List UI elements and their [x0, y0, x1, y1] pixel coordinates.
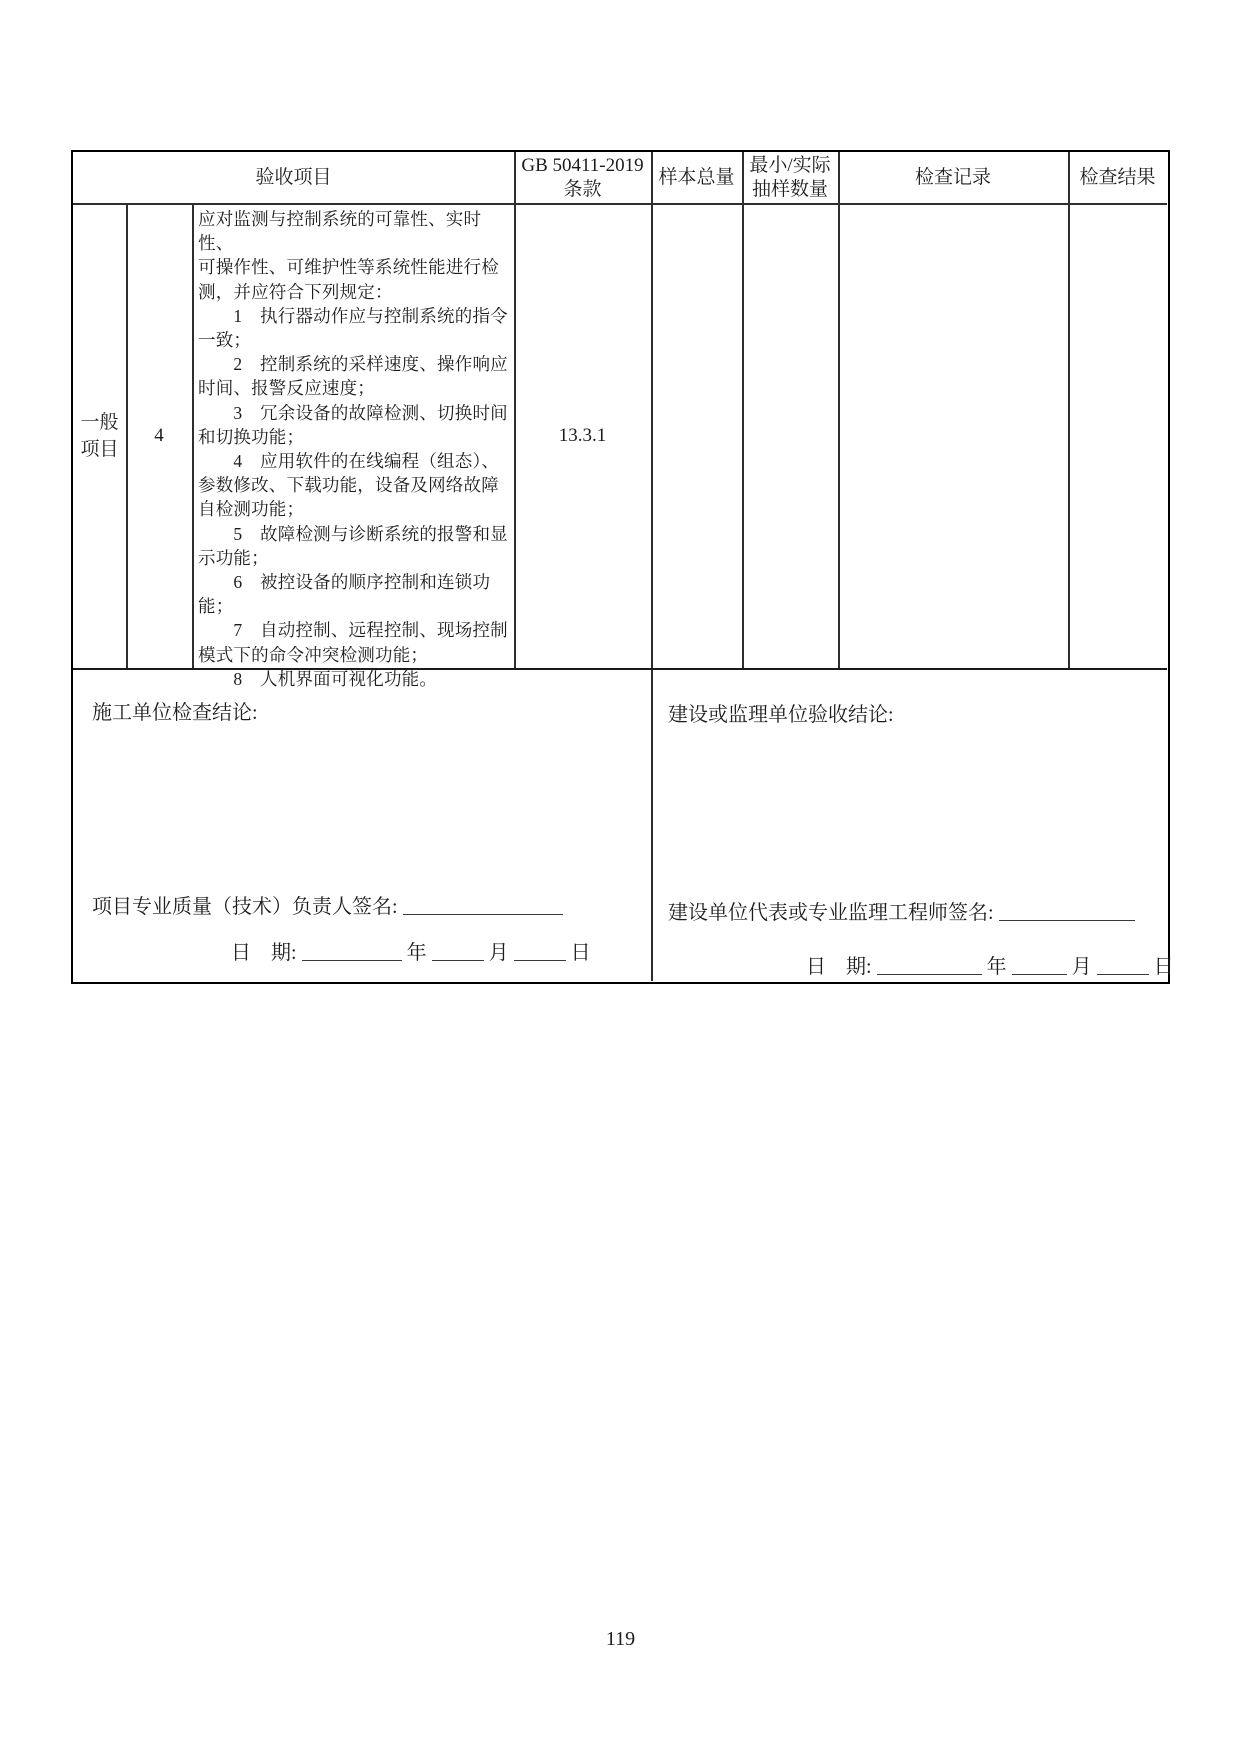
- supervision-signature-line: [999, 905, 1135, 921]
- requirement-line: 和切换功能；: [198, 426, 305, 447]
- construction-unit-conclusion-cell: [73, 668, 651, 981]
- header-sample-total: [651, 152, 742, 203]
- supervision-date-day-blank: [1097, 959, 1149, 975]
- requirement-line: 2 控制系统的采样速度、操作响应: [198, 354, 508, 375]
- header-inspection-item: [73, 152, 514, 203]
- supervision-date-day-label: 日: [1153, 956, 1174, 978]
- supervision-date-month-blank: [1012, 959, 1067, 975]
- header-min-actual-line2: 抽样数量: [751, 178, 828, 200]
- requirement-line: 可操作性、可维护性等系统性能进行检: [198, 257, 499, 278]
- header-min-actual-line1: 最小/实际: [749, 154, 831, 176]
- construction-date-day-label: 日: [570, 942, 591, 964]
- check-record-cell: [838, 203, 1068, 668]
- construction-date-label: 日 期:: [231, 942, 297, 964]
- supervision-date-label: 日 期:: [806, 956, 872, 978]
- header-check-record-label: 检查记录: [914, 166, 991, 188]
- requirement-line: 时间、报警反应速度；: [198, 378, 375, 399]
- supervision-date-row: [806, 950, 1174, 979]
- requirement-line: 1 执行器动作应与控制系统的指令: [198, 305, 508, 326]
- requirement-text-cell: [194, 203, 514, 689]
- construction-date-row: [231, 936, 591, 965]
- item-number-cell: [126, 203, 192, 668]
- requirement-line: 3 冗余设备的故障检测、切换时间: [198, 402, 508, 423]
- requirement-line: 7 自动控制、远程控制、现场控制: [198, 620, 508, 641]
- supervision-unit-conclusion-cell: [651, 668, 1174, 981]
- page-number: 119: [605, 1628, 636, 1650]
- header-clause-line2: 条款: [563, 178, 602, 200]
- header-min-actual: [742, 152, 838, 203]
- header-check-result: [1068, 152, 1167, 203]
- requirement-line: 8 人机界面可视化功能。: [198, 668, 438, 689]
- check-result-cell: [1068, 203, 1167, 668]
- supervision-date-year-blank: [877, 959, 982, 975]
- supervision-signature-row: [668, 896, 1135, 925]
- requirement-line: 应对监测与控制系统的可靠性、实时性、: [198, 209, 482, 254]
- requirement-line: 能；: [198, 596, 234, 617]
- supervision-signature-label: 建设单位代表或专业监理工程师签名:: [668, 902, 994, 924]
- requirement-line: 6 被控设备的顺序控制和连锁功: [198, 572, 491, 593]
- requirement-line: 4 应用软件的在线编程（组态）、: [198, 451, 500, 472]
- supervision-date-month-label: 月: [1071, 956, 1092, 978]
- construction-date-month-label: 月: [488, 942, 509, 964]
- requirement-line: 5 故障检测与诊断系统的报警和显: [198, 523, 508, 544]
- requirement-line: 示功能；: [198, 547, 269, 568]
- requirement-line: 自检测功能；: [198, 499, 305, 520]
- requirement-line: 一致；: [198, 330, 252, 351]
- header-check-record: [838, 152, 1068, 203]
- clause-value: 13.3.1: [558, 424, 607, 446]
- category-line1: 一般: [80, 411, 119, 433]
- construction-date-year-blank: [302, 945, 402, 961]
- construction-date-year-label: 年: [406, 942, 427, 964]
- supervision-conclusion-title: 建设或监理单位验收结论:: [668, 704, 894, 726]
- construction-date-month-blank: [432, 945, 484, 961]
- construction-signature-label: 项目专业质量（技术）负责人签名:: [92, 896, 398, 918]
- clause-value-cell: [514, 203, 651, 668]
- header-sample-total-label: 样本总量: [658, 166, 735, 188]
- construction-conclusion-title: 施工单位检查结论:: [92, 702, 258, 724]
- supervision-date-year-label: 年: [986, 956, 1007, 978]
- min-actual-cell: [742, 203, 838, 668]
- header-inspection-item-label: 验收项目: [255, 166, 332, 188]
- header-clause: [514, 152, 651, 203]
- construction-signature-line: [403, 899, 563, 915]
- header-check-result-label: 检查结果: [1079, 166, 1156, 188]
- requirement-line: 模式下的命令冲突检测功能；: [198, 644, 429, 665]
- inspection-record-table: [71, 150, 1174, 984]
- item-number: 4: [154, 424, 164, 446]
- sample-total-cell: [651, 203, 742, 668]
- requirement-line: 测，并应符合下列规定：: [198, 281, 393, 302]
- requirement-line: 参数修改、下载功能，设备及网络故障: [198, 475, 499, 496]
- header-clause-line1: GB 50411-2019: [521, 154, 644, 176]
- construction-signature-row: [92, 890, 563, 919]
- category-line2: 项目: [80, 438, 119, 460]
- construction-date-day-blank: [514, 945, 566, 961]
- category-cell: [73, 203, 126, 668]
